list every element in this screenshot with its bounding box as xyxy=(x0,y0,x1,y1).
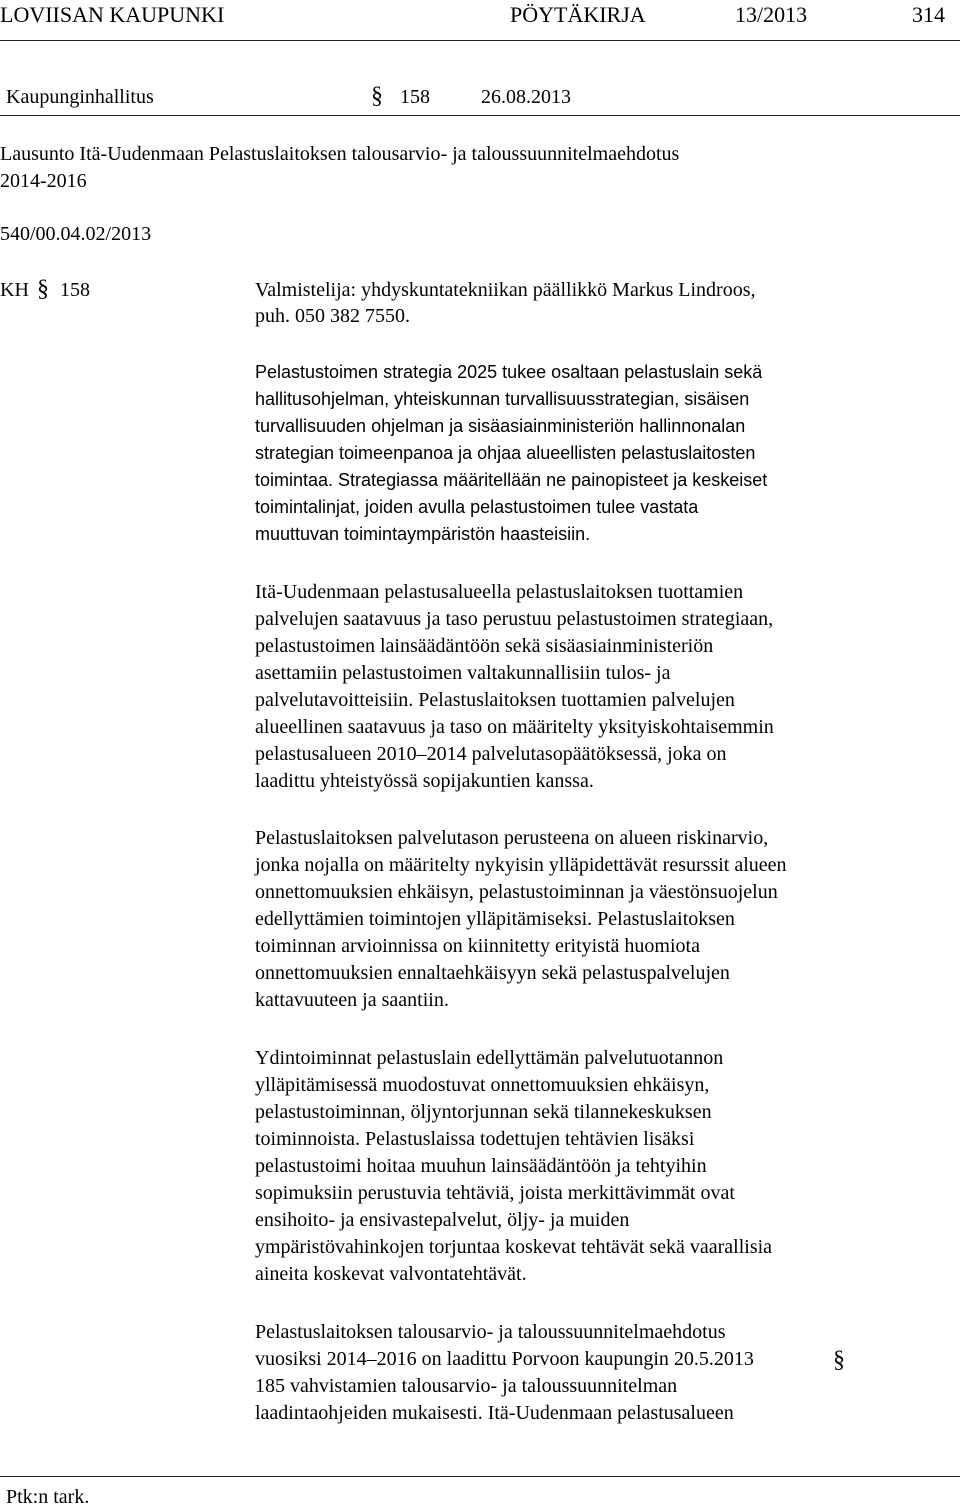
paragraph-line: 185 vahvistamien talousarvio- ja taloussuunnitelman xyxy=(255,1375,678,1397)
paragraph-line: Pelastustoimen strategia 2025 tukee osaltaan pelastuslain sekä xyxy=(255,362,763,382)
reference-number: 540/00.04.02/2013 xyxy=(0,223,152,245)
paragraph-line: muuttuvan toimintaympäristön haasteisiin. xyxy=(255,524,591,544)
paragraph-line: Itä-Uudenmaan pelastusalueella pelastuslaitoksen tuottamien xyxy=(255,581,744,603)
preparer-line2: puh. 050 382 7550. xyxy=(255,305,410,327)
organization-name: LOVIISAN KAUPUNKI xyxy=(0,2,225,27)
paragraph-line: palvelutavoitteisiin. Pelastuslaitoksen tuottamien palvelujen xyxy=(255,689,735,711)
kh-section-symbol: § xyxy=(37,276,49,302)
section-symbol: § xyxy=(371,83,383,109)
issue-number: 13/2013 xyxy=(735,2,808,27)
kh-label: KH xyxy=(0,279,29,301)
paragraph-line: vuosiksi 2014–2016 on laadittu Porvoon kaupungin 20.5.2013 xyxy=(255,1348,754,1370)
paragraph-line: Pelastuslaitoksen palvelutason perusteena on alueen riskinarvio, xyxy=(255,827,769,849)
paragraph-line: ylläpitämisessä muodostuvat onnettomuuksien ehkäisyn, xyxy=(255,1074,710,1096)
paragraph-line: hallitusohjelman, yhteiskunnan turvallisuusstrategian, sisäisen xyxy=(255,389,750,409)
paragraph-line: onnettomuuksien ennaltaehkäisyyn sekä pelastuspalvelujen xyxy=(255,962,730,984)
section-symbol-inline: § xyxy=(833,1347,845,1373)
paragraph-line: kattavuuteen ja saantiin. xyxy=(255,989,449,1011)
subject-title-line1: Lausunto Itä-Uudenmaan Pelastuslaitoksen talousarvio- ja taloussuunnitelmaehdotus xyxy=(0,143,680,165)
paragraph-line: alueellinen saatavuus ja taso on määritelty yksityiskohtaisemmin xyxy=(255,716,774,738)
document-type: PÖYTÄKIRJA xyxy=(510,2,646,27)
meeting-section: 158 xyxy=(400,86,430,108)
meeting-divider xyxy=(0,115,960,116)
preparer-line1: Valmistelija: yhdyskuntatekniikan päällikkö Markus Lindroos, xyxy=(255,279,756,301)
meeting-body: Kaupunginhallitus xyxy=(6,86,154,108)
paragraph-line: aineita koskevat valvontatehtävät. xyxy=(255,1263,527,1285)
paragraph-line: onnettomuuksien ehkäisyn, pelastustoiminnan ja väestönsuojelun xyxy=(255,881,778,903)
paragraph-line: toimintaa. Strategiassa määritellään ne painopisteet ja keskeiset xyxy=(255,470,768,490)
paragraph-line: sopimuksiin perustuvia tehtäviä, joista merkittävimmät ovat xyxy=(255,1182,735,1204)
paragraph-line: jonka nojalla on määritelty nykyisin ylläpidettävät resurssit alueen xyxy=(255,854,787,876)
paragraph-line: ympäristövahinkojen torjuntaa koskevat tehtävät sekä vaarallisia xyxy=(255,1236,773,1258)
paragraph-line: turvallisuuden ohjelman ja sisäasiainministeriön hallinnonalan xyxy=(255,416,746,436)
paragraph-line: toiminnoista. Pelastuslaissa todettujen tehtävien lisäksi xyxy=(255,1128,695,1150)
continuation-note: Ptk:n tark. xyxy=(6,1486,90,1508)
paragraph-line: toiminnan arvioinnissa on kiinnitetty erityistä huomiota xyxy=(255,935,700,957)
paragraph-line: pelastustoimen lainsäädäntöön sekä sisäasiainministeriön xyxy=(255,635,714,657)
meeting-date: 26.08.2013 xyxy=(481,86,571,108)
page-number: 314 xyxy=(912,2,945,27)
paragraph-line: Pelastuslaitoksen talousarvio- ja taloussuunnitelmaehdotus xyxy=(255,1321,726,1343)
paragraph-line: ensihoito- ja ensivastepalvelut, öljy- ja muiden xyxy=(255,1209,630,1231)
header-divider xyxy=(0,40,960,41)
paragraph-line: pelastustoimi hoitaa muuhun lainsäädäntöön ja tehtyihin xyxy=(255,1155,707,1177)
paragraph-line: asettamiin pelastustoimen valtakunnallisiin tulos- ja xyxy=(255,662,671,684)
paragraph-line: pelastusalueen 2010–2014 palvelutasopäätöksessä, joka on xyxy=(255,743,727,765)
paragraph-line: strategian toimeenpanoa ja ohjaa alueellisten pelastuslaitosten xyxy=(255,443,756,463)
paragraph-line: laadintaohjeiden mukaisesti. Itä-Uudenmaan pelastusalueen xyxy=(255,1402,734,1424)
paragraph-line: pelastustoiminnan, öljyntorjunnan sekä tilannekeskuksen xyxy=(255,1101,712,1123)
paragraph-line: toimintalinjat, joiden avulla pelastustoimen tulee vastata xyxy=(255,497,699,517)
paragraph-line: edellyttämien toimintojen ylläpitämiseksi. Pelastuslaitoksen xyxy=(255,908,735,930)
paragraph-line: palvelujen saatavuus ja taso perustuu pelastustoimen strategiaan, xyxy=(255,608,774,630)
paragraph-line: laadittu yhteistyössä sopijakuntien kanssa. xyxy=(255,770,594,792)
subject-title-line2: 2014-2016 xyxy=(0,170,87,192)
paragraph-line: Ydintoiminnat pelastuslain edellyttämän palvelutuotannon xyxy=(255,1047,724,1069)
footer-divider xyxy=(0,1476,960,1477)
kh-number: 158 xyxy=(60,279,90,301)
